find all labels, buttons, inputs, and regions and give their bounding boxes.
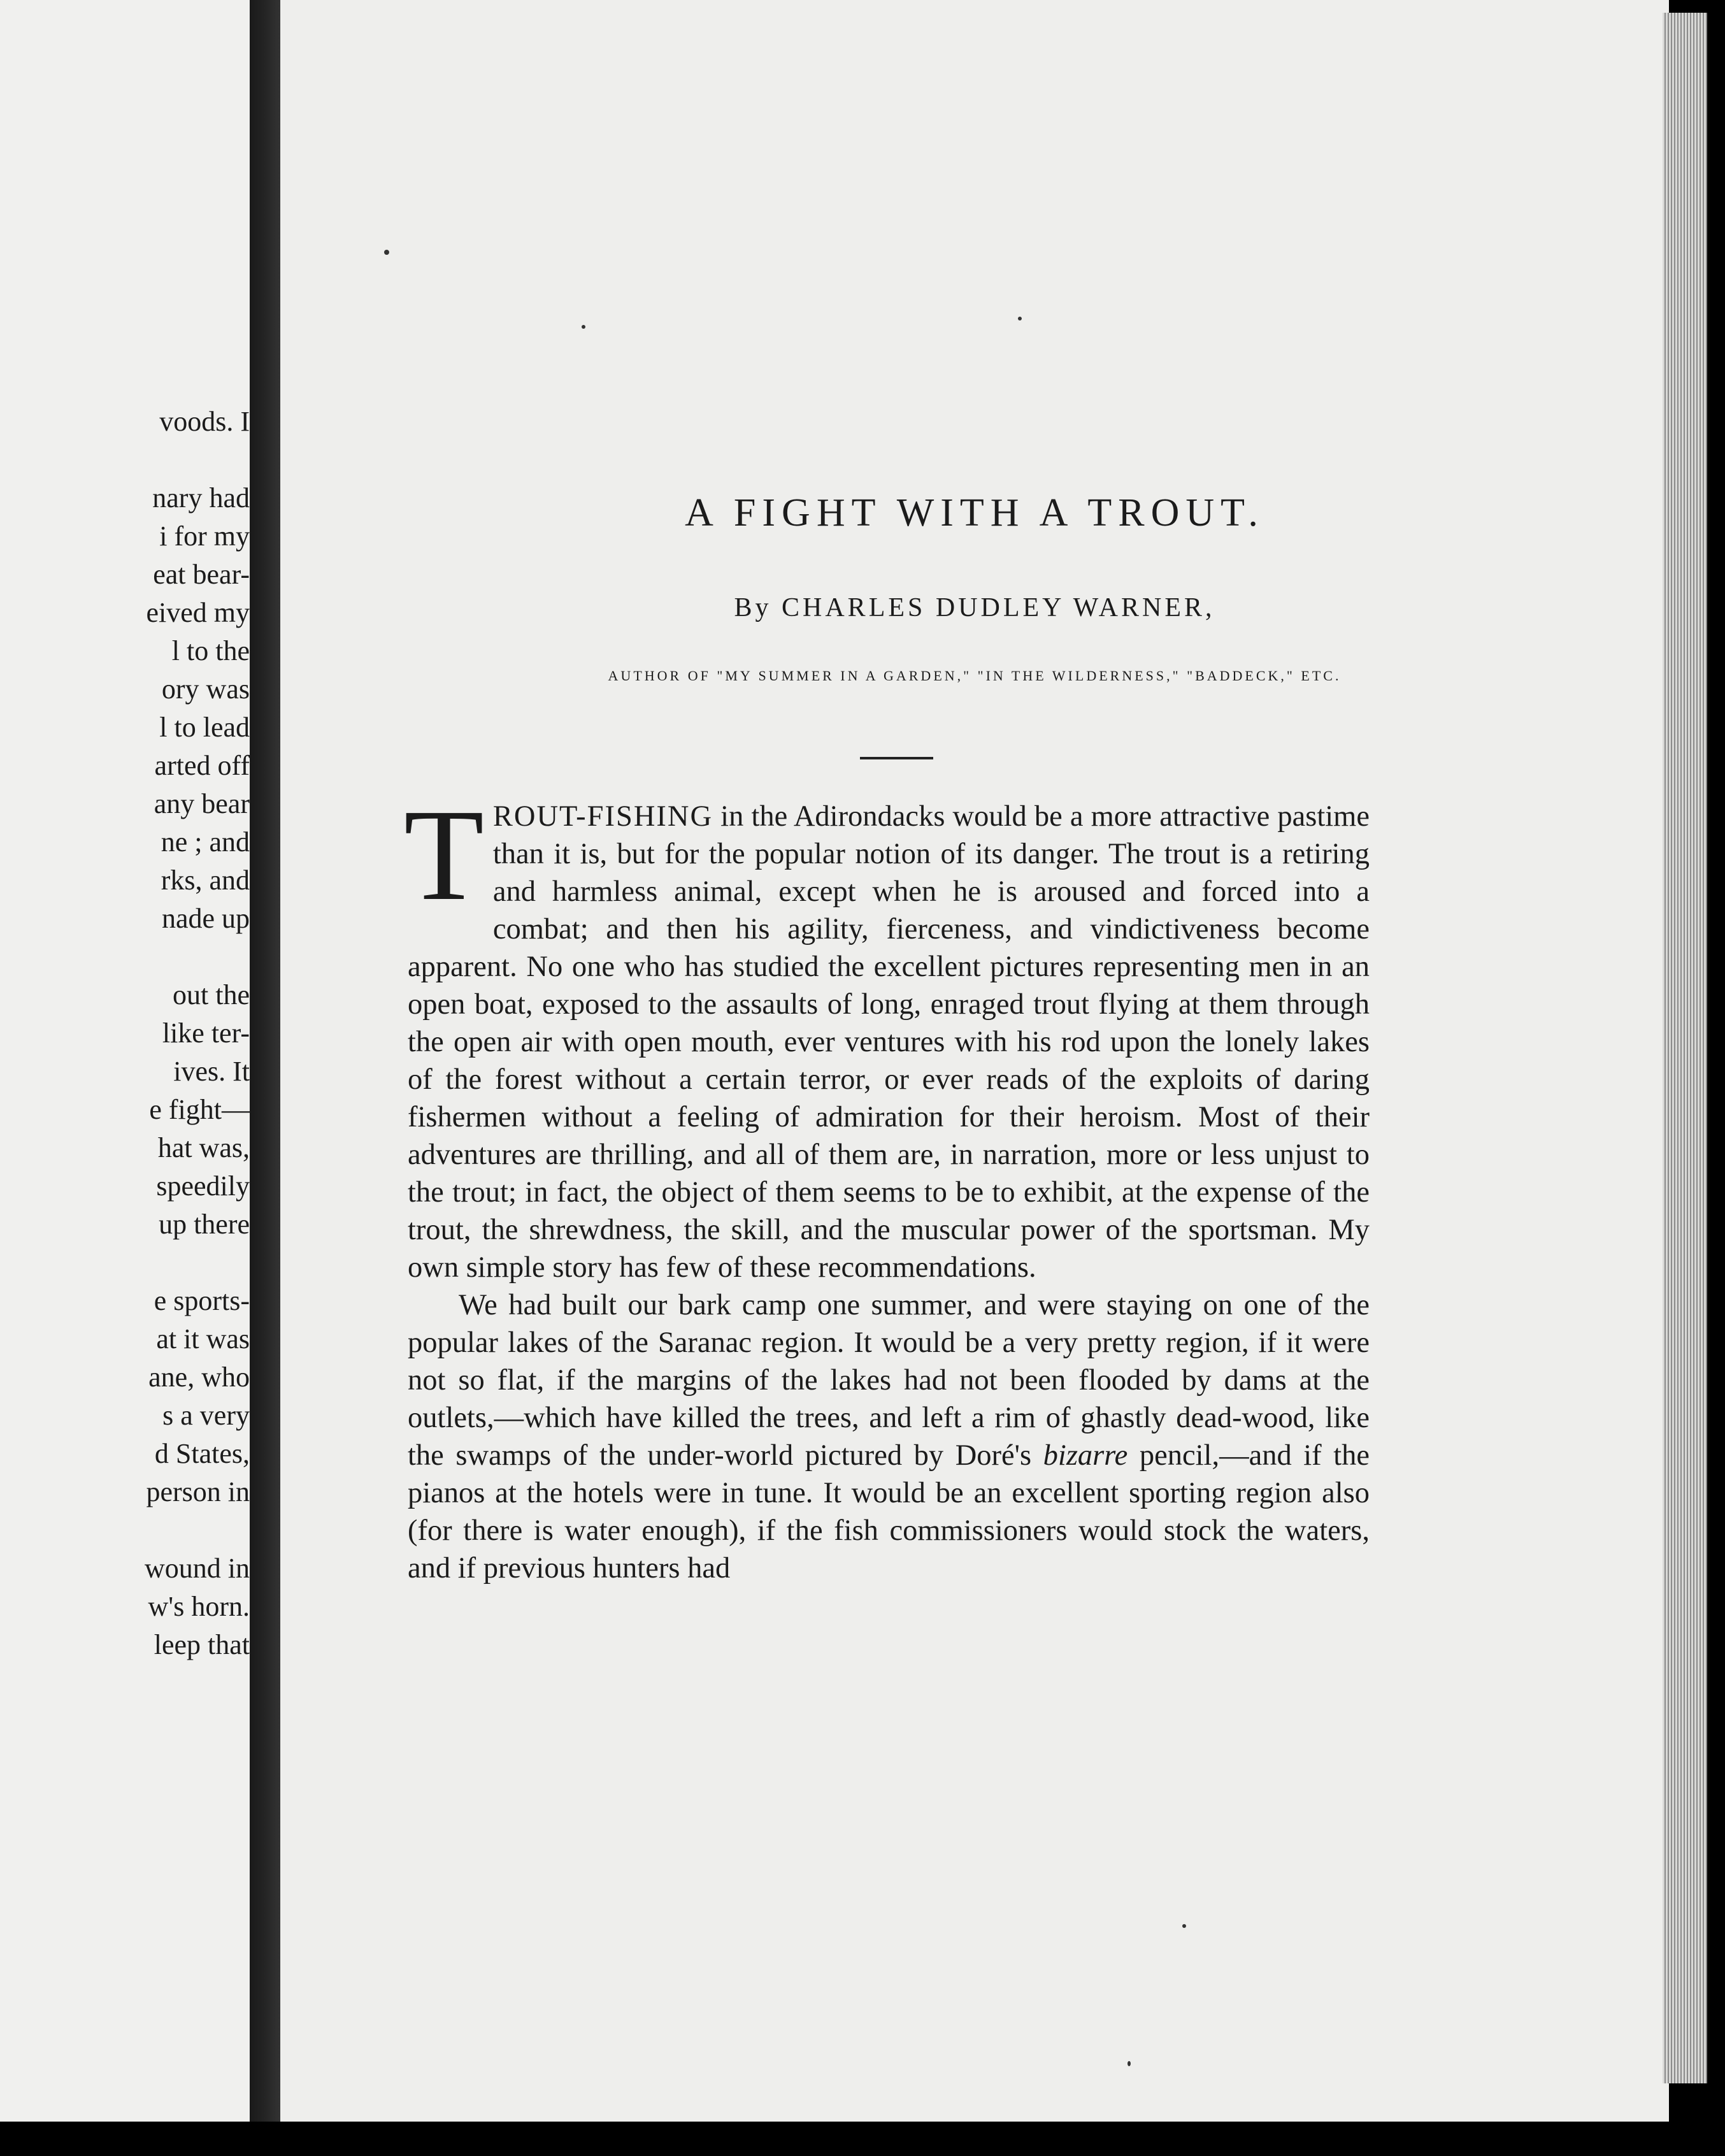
left-page-line: arted off [154,750,250,781]
paragraph-2 [408,1286,1370,1587]
print-speck [1127,2061,1131,2066]
drop-cap: T [404,782,484,928]
left-page-line: nary had [152,482,250,514]
left-page-line: up there [159,1209,250,1240]
print-speck [582,325,585,329]
paragraph-1 [404,782,1370,1286]
left-page-line: rks, and [161,865,250,896]
left-page-line: wound in [145,1553,250,1584]
left-page-line: l to lead [159,712,250,743]
left-page-line: hat was, [157,1132,250,1163]
left-page-line: d States, [154,1438,250,1469]
left-page-line: ane, who [148,1362,250,1393]
left-page-text [0,0,250,2156]
left-page-line: any bear [154,788,250,819]
left-page-line: ives. It [173,1056,250,1087]
left-facing-page [0,0,250,2156]
left-page-line: l to the [171,635,250,666]
left-page-line: speedily [156,1170,250,1202]
print-speck [384,250,389,255]
paragraph-2-text-a: We had built our bark camp one summer, and were staying on one of the popular lakes of the Saranac region. It would be a very pretty region, if it were not so flat, if the margins of the lakes had not been flooded by dams at the outlets,—which have killed the trees, and left a rim of ghastly dead-wood, like the swamps of the under-world pictured by Doré's [408,1289,1370,1472]
left-page-line: nade up [161,903,250,934]
article-body [404,782,1370,1587]
print-speck [1182,1924,1186,1928]
title-divider [860,757,933,759]
left-page-line: person in [146,1476,250,1507]
article-byline: By CHARLES DUDLEY WARNER, [734,593,1215,622]
bottom-background [0,2122,1725,2156]
left-page-line: leep that [154,1629,250,1660]
left-page-line: i for my [159,521,250,552]
page-edges [1663,13,1707,2083]
left-page-line: out the [173,979,250,1010]
left-page-line: ory was [161,673,250,705]
print-speck [1018,317,1022,320]
left-page-line: e fight— [149,1094,250,1125]
author-note: AUTHOR OF "MY SUMMER IN A GARDEN," "IN THE WILDERNESS," "BADDECK," ETC. [608,668,1342,684]
left-page-line: like ter- [162,1017,250,1049]
paragraph-1-text: in the Adirondacks would be a more attractive pastime than it is, but for the popular notion of its danger. The trout is a retiring and harmless animal, except when he is aroused and forced into a combat; and then his agility, fierceness, and vindictiveness become apparent. No one who has studied the excellent pictures representing men in an open boat, exposed to the assaults of long, enraged trout flying at them through the open air with open mouth, ever ventures with his rod upon the lonely lakes of the forest without a certain terror, or ever reads of the exploits of daring fishermen without a feeling of admiration for their heroism. Most of their adventures are thrilling, and all of them are, in narration, more or less unjust to the trout; in fact, the object of them seems to be to exhibit, at the expense of the trout, the shrewdness, the skill, and the muscular power of the sportsman. My own simple story has few of these recommendations. [408,800,1370,1284]
left-page-line: at it was [156,1323,250,1355]
lead-word: ROUT-FISHING [492,800,713,833]
left-page-line: eived my [146,597,250,628]
left-page-line: s a very [162,1400,250,1431]
left-page-line: ne ; and [161,826,250,858]
italic-word: bizarre [1043,1439,1128,1472]
left-page-line: e sports- [154,1285,250,1316]
paragraph-2-text-b: pencil,—and if the pianos at the hotels were in tune. It would be an excellent sporting region also (for there is water enough), if the fish commissioners would stock the waters, and if previous hunters had [408,1439,1370,1585]
left-page-line: w's horn. [148,1591,250,1622]
article-title: A FIGHT WITH A TROUT. [685,491,1264,535]
book-gutter [250,0,280,2128]
left-page-line: eat bear- [153,559,250,590]
left-page-line: voods. I [159,406,250,437]
